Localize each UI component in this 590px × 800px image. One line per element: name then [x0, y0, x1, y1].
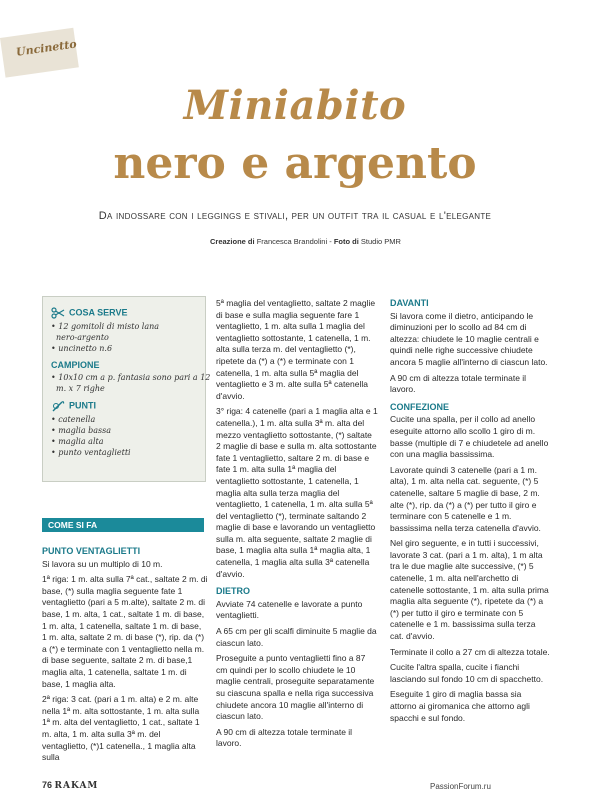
list-item: m. x 7 righe [56, 384, 105, 393]
paragraph: Avviate 74 catenelle e lavorate a punto ventaglietti. [216, 598, 363, 621]
paragraph: 3° riga: 4 catenelle (pari a 1 maglia alta e 1 catenella.), 1 m. alta sulla 3ª m. alta del mezzo ventaglietto sottostante, (*) saltate 2 maglie di base e sulla m. alta sottostante fate 1 ventaglietto, saltare 2 m. di base e fate 1 m. alta sulla 1ª maglia del ventaglietto sottostante, 1 catenella, 1 maglia alta sulla terza maglia del ventaglietto, 1 catenella, 1 m. alta sulla 5ª del ventaglietto (*), terminate saltando 2 maglie di base e lavorando un ventaglietto sulla m. alta seguente, saltate 2 maglie di base, 1 maglia alta sulla 1ª maglia alta, 1 catenella, 1 maglia alta sulla 3ª catenella d'avvio. [216, 406, 378, 579]
cosa-serve-list [51, 321, 197, 354]
list-item: • maglia bassa [51, 426, 112, 435]
paragraph: Nel giro seguente, e in tutti i successivi, lavorate 3 cat. (pari a 1 m. alta), 1 m alta tra le due maglie alte successive, (*) 5 catenelle, 1 m. alta nell'archetto di catenelle sottostante, 1 m. alta sulla prima maglia alta seguente (*), ripetete da (*) a (*) per tutto il giro e terminate con 5 catenelle e 1 m. bassissima sulla terza cat. d'avvio. [390, 538, 549, 642]
cosa-serve-heading [51, 307, 197, 319]
cosa-serve-label: COSA SERVE [69, 307, 128, 318]
campione-list [51, 372, 211, 394]
davanti-heading: DAVANTI [390, 298, 429, 308]
paragraph: A 65 cm per gli scalfi diminuite 5 maglie da ciascun lato. [216, 626, 377, 648]
paragraph: Proseguite a punto ventaglietti fino a 87 cm quindi per lo scollo chiudete le 10 maglie centrali, proseguite separatamente su ciascuna spalla e nella riga successiva chiudete ancora 10 maglie all'interno di ciascun lato. [216, 653, 375, 722]
crochet-hook-icon [51, 400, 65, 412]
paragraph: 5ª maglia del ventaglietto, saltate 2 maglie di base e sulla maglia seguente fare 1 ventaglietto, 1 m. alta sulla 1 maglia del ventaglietto sottostante, 1 catenella, 1 m. alta sulla terza m. del ventaglietto (*), ripetete da (*) a (*) e terminate con 1 catenella, 1 m. alta sulla 5ª maglia del ventaglietto e 3 m. alte sulla 5ª catenella d'avvio. [216, 298, 376, 401]
punti-heading [51, 400, 197, 412]
materials-box [42, 296, 211, 482]
page-number: 76 [42, 780, 53, 790]
campione-heading: CAMPIONE [51, 360, 100, 370]
credits-label-1: Creazione di [210, 237, 255, 246]
paragraph: A 90 cm di altezza totale terminate il lavoro. [216, 726, 353, 749]
section-tag [0, 28, 79, 78]
section-tag-label: Uncinetto [15, 37, 78, 59]
column-3 [390, 298, 550, 728]
watermark: PassionForum.ru [430, 782, 491, 791]
page-footer [42, 780, 98, 791]
list-item: • catenella [51, 415, 96, 424]
paragraph: Cucite l'altra spalla, cucite i fianchi lasciando sul fondo 10 cm di spacchetto. [390, 662, 544, 684]
subtitle: Da indossare con i leggings e stivali, per un outfit tra il casual e l'elegante [98, 210, 492, 222]
dietro-heading: DIETRO [216, 586, 251, 597]
paragraph: 2ª riga: 3 cat. (pari a 1 m. alta) e 2 m. alte nella 1ª m. alta sottostante, 1 m. alta sulla 1ª m. alta del ventaglietto, 1 cat., saltate 1 m. alta, 1 m. alta sulla 3ª m. del ventaglietto, (*)1 catenella., 1 maglia alta sulla [42, 694, 200, 763]
magazine-name: RAKAM [54, 781, 99, 791]
paragraph: Si lavora su un multiplo di 10 m. [42, 558, 163, 569]
punto-ventaglietti-heading: PUNTO VENTAGLIETTI [42, 546, 141, 556]
credits-name-1: Francesca Brandolini [256, 237, 328, 246]
paragraph: Si lavora come il dietro, anticipando le diminuzioni per lo scollo ad 84 cm di altezza: chiudete le 10 maglie centrali e quindi nelle righe successive chiudete ancora 5 maglie all'interno di ciascun lato. [390, 310, 548, 367]
paragraph: Terminate il collo a 27 cm di altezza totale. [390, 646, 550, 657]
come-si-fa-band [42, 518, 204, 532]
list-item: • maglia alta [51, 437, 104, 446]
column-1 [42, 546, 208, 768]
come-si-fa-label: COME SI FA [48, 520, 98, 530]
list-item: • punto ventaglietti [51, 448, 131, 457]
credits-name-2: Studio PMR [360, 237, 401, 246]
credits: Creazione di Francesca Brandolini - Foto di Studio PMR [210, 237, 401, 246]
list-item: • uncinetto n.6 [51, 344, 113, 353]
list-item: • 12 gomitoli di misto lana [51, 322, 160, 331]
paragraph: Cucite una spalla, per il collo ad anello eseguite attorno allo scollo 1 giro di m. basse (multiple di 7 e chiudetele ad anello con una maglia bassissima. [390, 414, 549, 460]
column-2 [216, 298, 378, 754]
paragraph: Eseguite 1 giro di maglia bassa sia attorno ai giromanica che attorno agli spacchi e sul fondo. [390, 689, 530, 723]
paragraph: A 90 cm di altezza totale terminate il lavoro. [390, 372, 527, 395]
punti-label: PUNTI [69, 400, 96, 411]
list-item: • 10x10 cm a p. fantasia sono pari a 12 [51, 373, 211, 382]
punti-list [51, 414, 197, 458]
paragraph: Lavorate quindi 3 catenelle (pari a 1 m. alta), 1 m. alta nella cat. seguente, (*) 5 catenelle, saltare 5 maglie di base, 2 m. alte (*), rip. da (*) a (*) per tutto il giro e terminare con 5 catenelle e 1 m. bassissima nella terza catenella d'avvio. [390, 464, 541, 533]
list-item: nero-argento [56, 333, 109, 342]
credits-label-2: Foto di [333, 237, 359, 246]
title-line-2: nero e argento [113, 138, 477, 189]
confezione-heading: CONFEZIONE [390, 401, 450, 412]
title-line-1: Miniabito [183, 82, 407, 129]
paragraph: 1ª riga: 1 m. alta sulla 7ª cat., saltate 2 m. di base, (*) sulla maglia seguente fate 1 ventaglietto (pari a 5 m.alte), saltate 2 m. di base, 1 m. alta, 1 cat., saltate 1 m. di base, 1 m. alta, 1 catenella, saltate 1 m. di base, 1 m. alta, saltate 2 m. di base (*), rip. da (*) a (*) e terminate con 1 ventaglietto nella m. di base seguente, saltate 2 m. di base,1 maglia alta, 1 catenella, saltate 1 m. di base, 1 maglia alta. [42, 574, 208, 689]
scissors-icon [51, 307, 65, 319]
